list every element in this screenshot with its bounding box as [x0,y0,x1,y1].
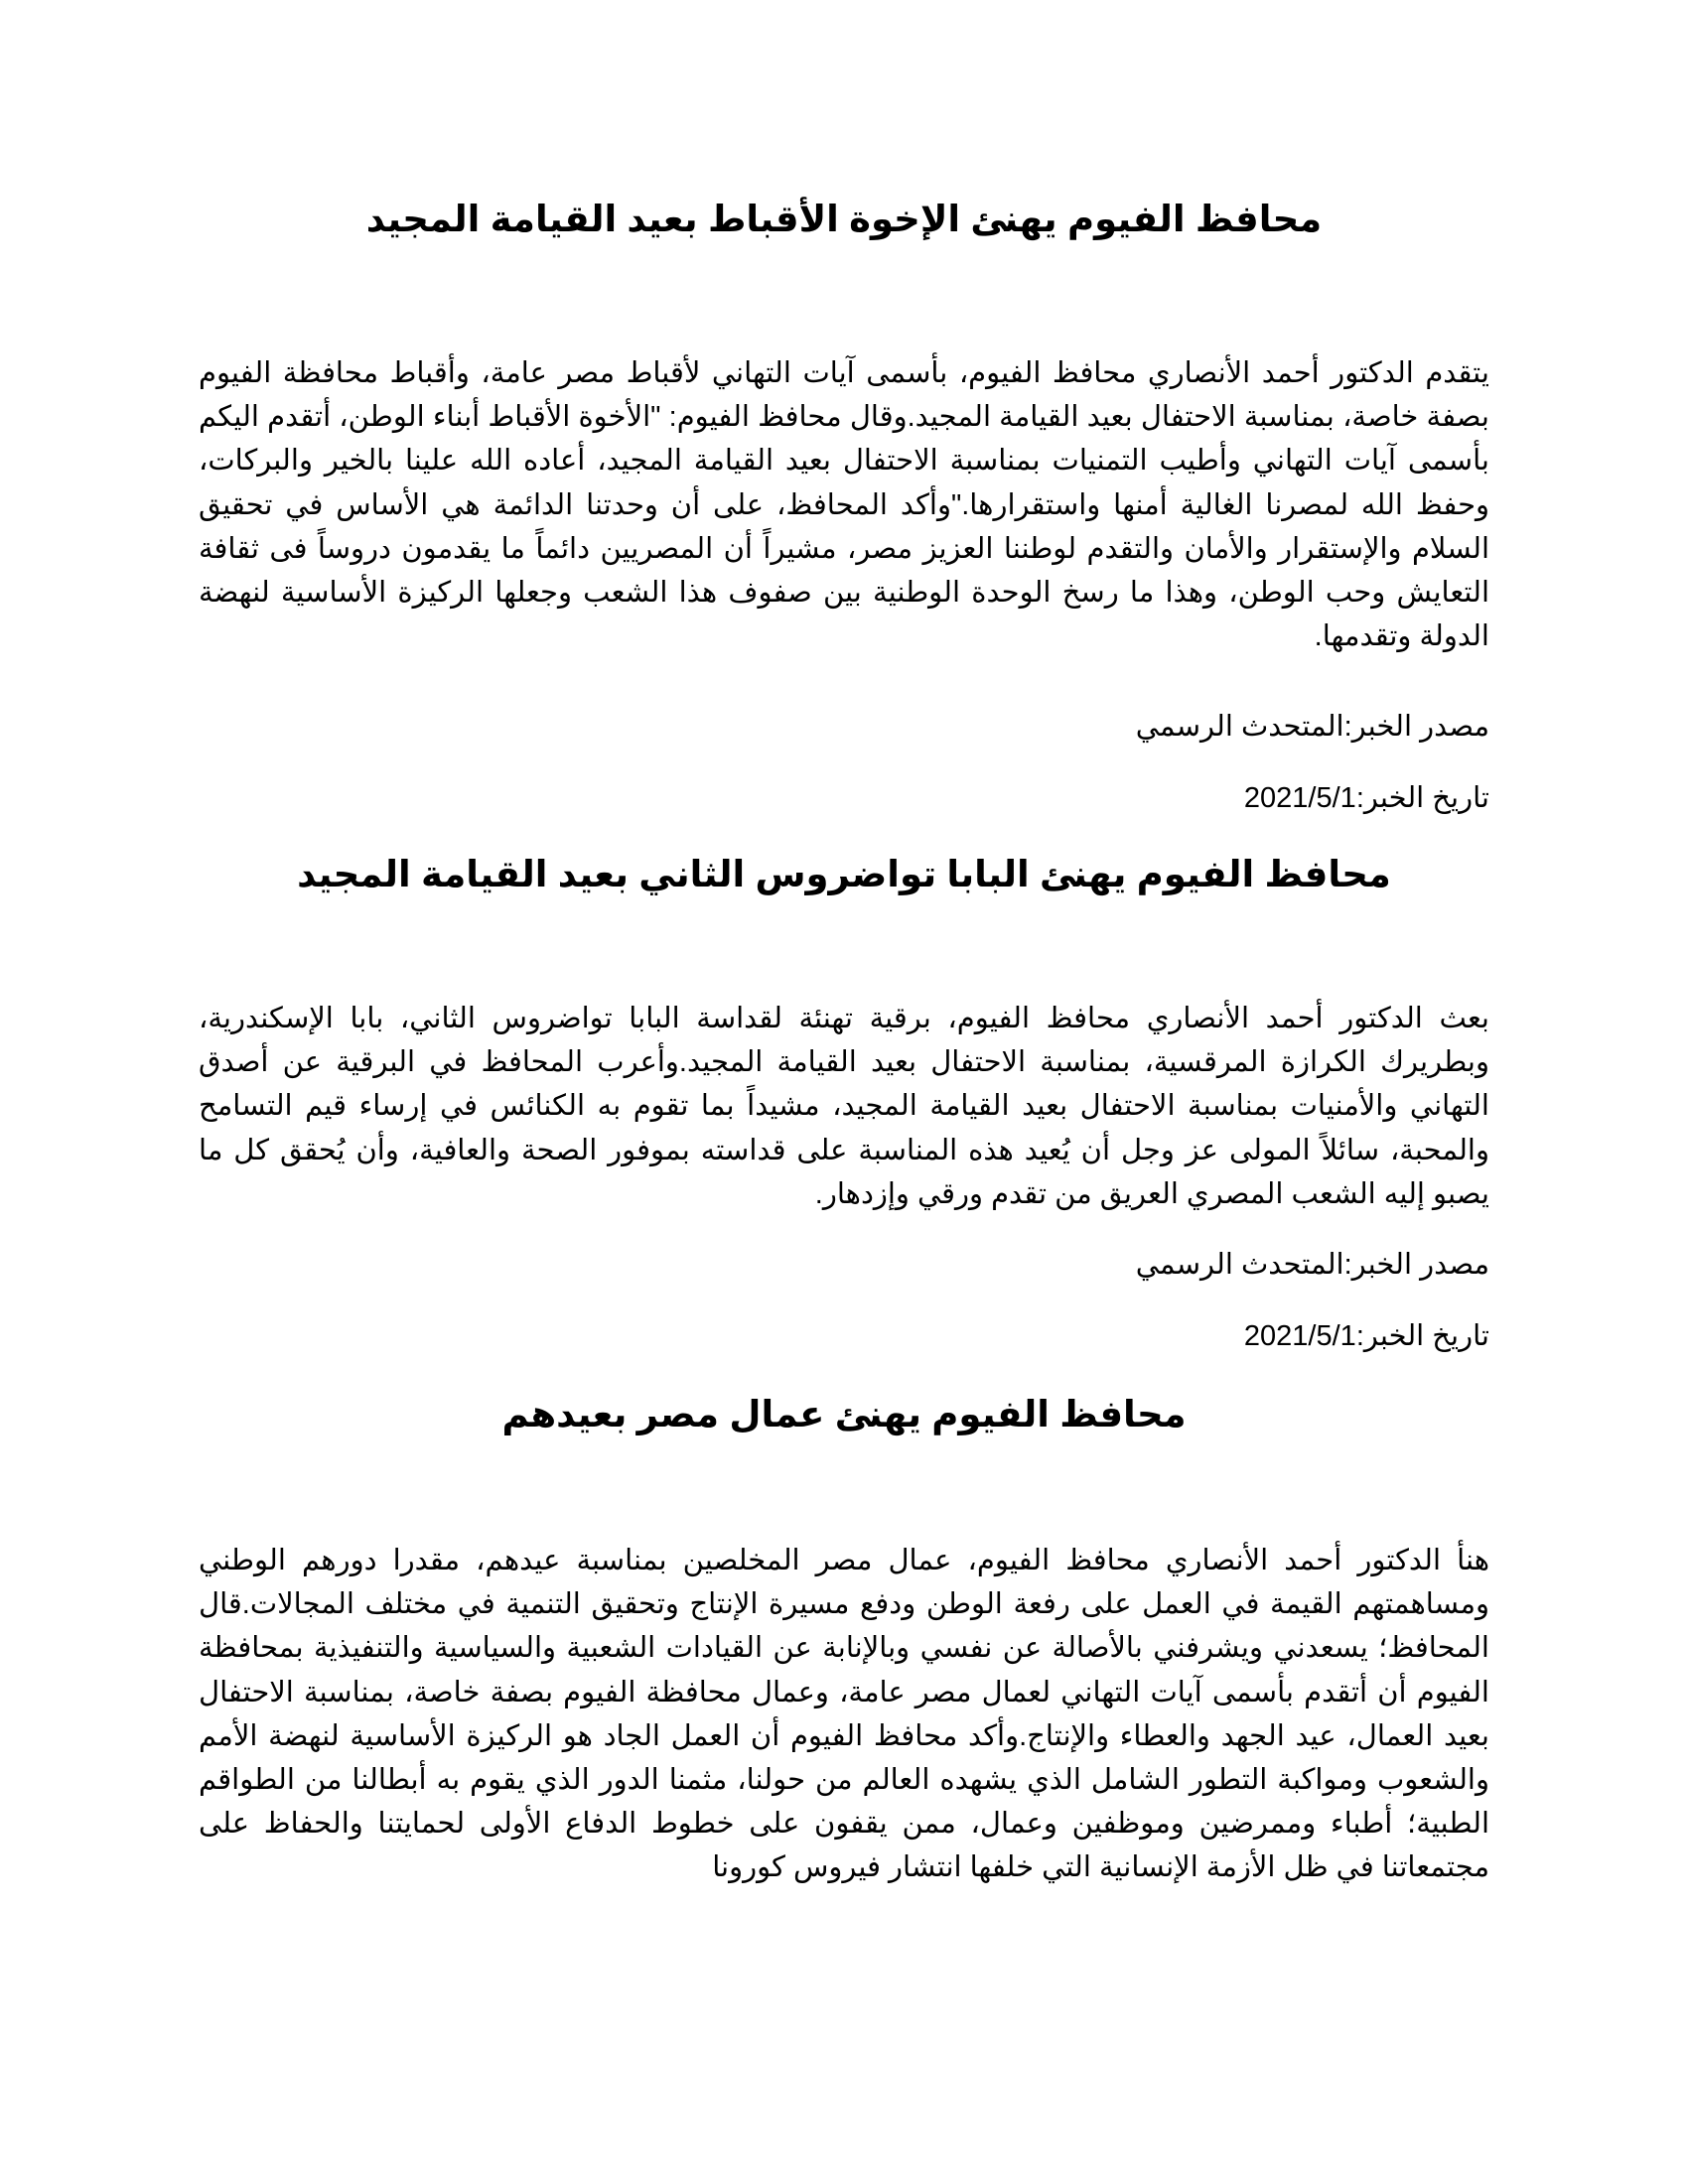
article-body: بعث الدكتور أحمد الأنصاري محافظ الفيوم، برقية تهنئة لقداسة البابا تواضروس الثاني، بابا الإسكندرية، وبطريرك الكرازة المرقسية، بمناسبة الاحتفال بعيد القيامة المجيد.وأعرب المحافظ في البرقية عن أصدق التهاني والأمنيات بمناسبة الاحتفال بعيد القيامة المجيد، مشيداً بما تقوم به الكنائس في إرساء قيم التسامح والمحبة، سائلاً المولى عز وجل أن يُعيد هذه المناسبة على قداسته بموفور الصحة والعافية، وأن يُحقق كل ما يصبو إليه الشعب المصري العريق من تقدم ورقي وإزدهار. [199,1003,1489,1210]
article-source [1136,707,1489,747]
date-label: تاريخ الخبر: [1355,1320,1489,1352]
article-body: يتقدم الدكتور أحمد الأنصاري محافظ الفيوم، بأسمى آيات التهاني لأقباط مصر عامة، وأقباط محافظة الفيوم بصفة خاصة، بمناسبة الاحتفال بعيد القيامة المجيد.وقال محافظ الفيوم: "الأخوة الأقباط أبناء الوطن، أتقدم اليكم بأسمى آيات التهاني وأطيب التمنيات بمناسبة الاحتفال بعيد القيامة المجيد، أعاده الله علينا بالخير والبركات، وحفظ الله لمصرنا الغالية أمنها واستقرارها."وأكد المحافظ، على أن وحدتنا الدائمة هي الأساس في تحقيق السلام والإستقرار والأمان والتقدم لوطننا العزيز مصر، مشيراً أن المصريين دائماً ما يقدمون دروساً فى ثقافة التعايش وحب الوطن، وهذا ما رسخ الوحدة الوطنية بين صفوف هذا الشعب وجعلها الركيزة الأساسية لنهضة الدولة وتقدمها. [199,357,1489,653]
date-value: 2021/5/1 [1243,1320,1356,1352]
source-label: مصدر الخبر: [1343,1249,1489,1281]
source-value: المتحدث الرسمي [1135,1249,1344,1281]
article-date [1244,778,1489,818]
source-label: مصدر الخبر: [1343,711,1489,743]
date-label: تاريخ الخبر: [1355,782,1489,814]
article-source [1136,1245,1489,1285]
article-title: محافظ الفيوم يهنئ البابا تواضروس الثاني بعيد القيامة المجيد [297,854,1391,894]
date-value: 2021/5/1 [1243,782,1356,814]
article-date [1244,1316,1489,1356]
article-body: هنأ الدكتور أحمد الأنصاري محافظ الفيوم، عمال مصر المخلصين بمناسبة عيدهم، مقدرا دورهم الوطني ومساهمتهم القيمة في العمل على رفعة الوطن ودفع مسيرة الإنتاج وتحقيق التنمية في مختلف المجالات.قال المحافظ؛ يسعدني ويشرفني بالأصالة عن نفسي وبالإنابة عن القيادات الشعبية والسياسية والتنفيذية بمحافظة الفيوم أن أتقدم بأسمى آيات التهاني لعمال مصر عامة، وعمال محافظة الفيوم بصفة خاصة، بمناسبة الاحتفال بعيد العمال، عيد الجهد والعطاء والإنتاج.وأكد محافظ الفيوم أن العمل الجاد هو الركيزة الأساسية لنهضة الأمم والشعوب ومواكبة التطور الشامل الذي يشهده العالم من حولنا، مثمنا الدور الذي يقوم به أبطالنا من الطواقم الطبية؛ أطباء وممرضين وموظفين وعمال، ممن يقفون على خطوط الدفاع الأولى لحمايتنا والحفاظ على مجتمعاتنا في ظل الأزمة الإنسانية التي خلفها انتشار فيروس كورونا [199,1545,1489,1884]
article-title: محافظ الفيوم يهنئ الإخوة الأقباط بعيد القيامة المجيد [365,199,1323,239]
source-value: المتحدث الرسمي [1135,711,1344,743]
article-title: محافظ الفيوم يهنئ عمال مصر بعيدهم [501,1394,1187,1434]
